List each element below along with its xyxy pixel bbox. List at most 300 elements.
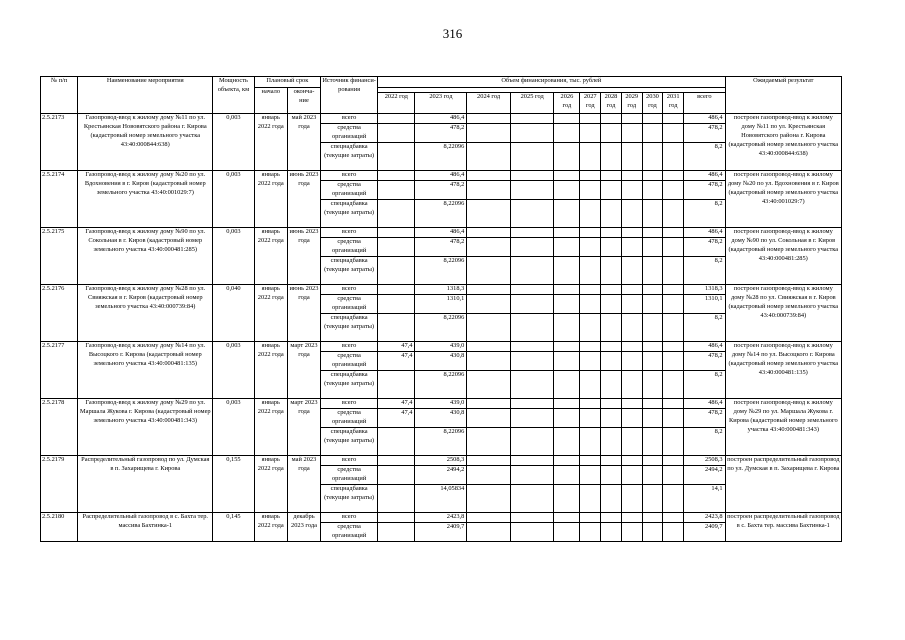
cell-2028 xyxy=(601,428,622,456)
header-start: начало xyxy=(254,88,287,114)
header-year: 2022 год xyxy=(378,93,415,114)
cell-2024 xyxy=(467,124,511,143)
cell-2031 xyxy=(663,466,684,485)
cell-2024 xyxy=(467,143,511,171)
cell-2026 xyxy=(554,409,580,428)
cell-2023: 8,22096 xyxy=(415,371,467,399)
cell-2022 xyxy=(378,485,415,513)
cell-total: 2409,7 xyxy=(684,523,726,542)
cell-2029 xyxy=(621,399,642,409)
table-body xyxy=(41,114,842,542)
cell-2028 xyxy=(601,523,622,542)
row-result: построен газопровод-ввод к жилому дому №14 по ул. Высоцкого г. Кирова (кадастровый номер земельного участка 43:40:000481:135) xyxy=(725,342,841,399)
header-total: всего xyxy=(684,93,726,114)
cell-2026 xyxy=(554,171,580,181)
row-end: декабрь 2023 года xyxy=(287,513,320,542)
cell-2022 xyxy=(378,200,415,228)
table-row xyxy=(41,114,842,124)
cell-2024 xyxy=(467,456,511,466)
cell-2024 xyxy=(467,352,511,371)
cell-2025 xyxy=(510,124,554,143)
header-schedule: Плановый срок xyxy=(254,77,320,88)
cell-2023: 486,4 xyxy=(415,114,467,124)
cell-2029 xyxy=(621,466,642,485)
cell-2026 xyxy=(554,238,580,257)
cell-2026 xyxy=(554,466,580,485)
cell-2026 xyxy=(554,295,580,314)
cell-2025 xyxy=(510,181,554,200)
cell-2030 xyxy=(642,513,663,523)
cell-2029 xyxy=(621,409,642,428)
cell-2028 xyxy=(601,314,622,342)
cell-2022 xyxy=(378,171,415,181)
cell-2024 xyxy=(467,428,511,456)
cell-2029 xyxy=(621,352,642,371)
cell-2022: 47,4 xyxy=(378,409,415,428)
cell-2031 xyxy=(663,257,684,285)
header-year: 2024 год xyxy=(467,93,511,114)
cell-2022 xyxy=(378,295,415,314)
row-source: спецнадбавка (текущие затраты) xyxy=(321,314,378,342)
cell-2025 xyxy=(510,456,554,466)
cell-2025 xyxy=(510,295,554,314)
cell-2029 xyxy=(621,257,642,285)
row-capacity: 0,155 xyxy=(213,456,254,513)
cell-2029 xyxy=(621,238,642,257)
cell-2022 xyxy=(378,428,415,456)
cell-2031 xyxy=(663,456,684,466)
cell-2027 xyxy=(580,352,601,371)
cell-2026 xyxy=(554,314,580,342)
row-source: спецнадбавка (текущие затраты) xyxy=(321,143,378,171)
cell-2025 xyxy=(510,523,554,542)
financing-table-container xyxy=(40,76,842,542)
cell-2022 xyxy=(378,466,415,485)
table-row xyxy=(41,399,842,409)
cell-2028 xyxy=(601,399,622,409)
cell-total: 8,2 xyxy=(684,257,726,285)
cell-2024 xyxy=(467,114,511,124)
header-year: 2029 год xyxy=(621,93,642,114)
cell-2031 xyxy=(663,228,684,238)
row-capacity: 0,003 xyxy=(213,228,254,285)
cell-2029 xyxy=(621,513,642,523)
cell-2030 xyxy=(642,171,663,181)
cell-2024 xyxy=(467,314,511,342)
cell-2028 xyxy=(601,181,622,200)
cell-2030 xyxy=(642,228,663,238)
row-result: построен газопровод-ввод к жилому дому №28 по ул. Свияжская в г. Киров (кадастровый номер земельного участка 43:40:000739:84) xyxy=(725,285,841,342)
cell-2026 xyxy=(554,352,580,371)
cell-2022 xyxy=(378,238,415,257)
cell-2031 xyxy=(663,143,684,171)
table-row xyxy=(41,513,842,523)
cell-2023: 439,0 xyxy=(415,342,467,352)
cell-2030 xyxy=(642,523,663,542)
cell-2023: 430,8 xyxy=(415,352,467,371)
cell-2023: 2423,8 xyxy=(415,513,467,523)
cell-2026 xyxy=(554,200,580,228)
row-end: май 2023 года xyxy=(287,456,320,513)
cell-2024 xyxy=(467,409,511,428)
header-result: Ожидаемый результат xyxy=(725,77,841,114)
cell-2026 xyxy=(554,285,580,295)
table-row xyxy=(41,342,842,352)
cell-2028 xyxy=(601,409,622,428)
cell-2024 xyxy=(467,200,511,228)
row-start: январь 2022 года xyxy=(254,171,287,228)
cell-2024 xyxy=(467,513,511,523)
row-source: всего xyxy=(321,342,378,352)
cell-2030 xyxy=(642,342,663,352)
cell-2024 xyxy=(467,342,511,352)
cell-2023: 8,22096 xyxy=(415,200,467,228)
cell-2027 xyxy=(580,124,601,143)
row-result: построен газопровод-ввод к жилому дому №20 по ул. Вдохновения в г. Киров (кадастровый номер земельного участка 43:40:001029:7) xyxy=(725,171,841,228)
cell-2025 xyxy=(510,466,554,485)
row-source: средства организаций xyxy=(321,124,378,143)
cell-2028 xyxy=(601,228,622,238)
cell-2023: 478,2 xyxy=(415,124,467,143)
row-name: Газопровод-ввод к жилому дому №11 по ул. Крестьянская Нововятского района г. Кирова (кадастровый номер земельного участка 43:40:000844:638) xyxy=(78,114,213,171)
row-source: всего xyxy=(321,114,378,124)
cell-2025 xyxy=(510,409,554,428)
cell-total: 8,2 xyxy=(684,428,726,456)
cell-total: 1310,1 xyxy=(684,295,726,314)
cell-2023: 430,8 xyxy=(415,409,467,428)
cell-2027 xyxy=(580,238,601,257)
cell-2030 xyxy=(642,456,663,466)
row-source: средства организаций xyxy=(321,238,378,257)
cell-2028 xyxy=(601,371,622,399)
cell-2028 xyxy=(601,143,622,171)
cell-2023: 1310,1 xyxy=(415,295,467,314)
cell-2025 xyxy=(510,485,554,513)
cell-total: 486,4 xyxy=(684,114,726,124)
cell-2028 xyxy=(601,513,622,523)
row-end: март 2023 года xyxy=(287,399,320,456)
cell-2029 xyxy=(621,124,642,143)
header-source: Источник финанси-рования xyxy=(321,77,378,114)
row-number: 2.5.2173 xyxy=(41,114,78,171)
cell-2024 xyxy=(467,295,511,314)
cell-total: 2508,3 xyxy=(684,456,726,466)
cell-2026 xyxy=(554,143,580,171)
cell-2024 xyxy=(467,228,511,238)
cell-2028 xyxy=(601,342,622,352)
row-number: 2.5.2175 xyxy=(41,228,78,285)
cell-2027 xyxy=(580,295,601,314)
cell-2027 xyxy=(580,371,601,399)
table-header xyxy=(41,77,842,114)
row-number: 2.5.2179 xyxy=(41,456,78,513)
cell-2022: 47,4 xyxy=(378,352,415,371)
cell-2031 xyxy=(663,200,684,228)
cell-2028 xyxy=(601,352,622,371)
cell-2023: 486,4 xyxy=(415,228,467,238)
cell-2024 xyxy=(467,181,511,200)
cell-2027 xyxy=(580,171,601,181)
table-row xyxy=(41,456,842,466)
cell-2029 xyxy=(621,114,642,124)
cell-2030 xyxy=(642,238,663,257)
cell-2023: 439,0 xyxy=(415,399,467,409)
cell-2031 xyxy=(663,181,684,200)
row-name: Газопровод-ввод к жилому дому №90 по ул. Сокольная в г. Киров (кадастровый номер земельного участка 43:40:000481:285) xyxy=(78,228,213,285)
row-end: март 2023 года xyxy=(287,342,320,399)
cell-2023: 8,22096 xyxy=(415,143,467,171)
header-year: 2030 год xyxy=(642,93,663,114)
cell-2030 xyxy=(642,124,663,143)
cell-2024 xyxy=(467,399,511,409)
cell-2026 xyxy=(554,181,580,200)
cell-2023: 478,2 xyxy=(415,238,467,257)
cell-2027 xyxy=(580,523,601,542)
cell-2029 xyxy=(621,200,642,228)
cell-2023: 2494,2 xyxy=(415,466,467,485)
cell-2028 xyxy=(601,295,622,314)
cell-2027 xyxy=(580,342,601,352)
cell-2023: 486,4 xyxy=(415,171,467,181)
cell-2027 xyxy=(580,485,601,513)
cell-2025 xyxy=(510,314,554,342)
cell-2027 xyxy=(580,428,601,456)
row-start: январь 2022 года xyxy=(254,114,287,171)
cell-2028 xyxy=(601,466,622,485)
cell-2031 xyxy=(663,124,684,143)
row-start: январь 2022 года xyxy=(254,342,287,399)
cell-2022 xyxy=(378,114,415,124)
cell-2022 xyxy=(378,314,415,342)
cell-2028 xyxy=(601,171,622,181)
cell-2026 xyxy=(554,399,580,409)
cell-total: 8,2 xyxy=(684,371,726,399)
row-source: средства организаций xyxy=(321,295,378,314)
cell-2031 xyxy=(663,399,684,409)
row-source: средства организаций xyxy=(321,466,378,485)
cell-2025 xyxy=(510,371,554,399)
cell-2023: 8,22096 xyxy=(415,314,467,342)
cell-2029 xyxy=(621,314,642,342)
cell-2024 xyxy=(467,371,511,399)
table-row xyxy=(41,228,842,238)
cell-total: 486,4 xyxy=(684,228,726,238)
cell-total: 478,2 xyxy=(684,181,726,200)
cell-2030 xyxy=(642,485,663,513)
header-capacity: Мощность объекта, км xyxy=(213,77,254,114)
header-year: 2025 год xyxy=(510,93,554,114)
cell-2023: 2508,3 xyxy=(415,456,467,466)
row-name: Распределительный газопровод в с. Бахта тер. массива Бахтинка-1 xyxy=(78,513,213,542)
cell-2029 xyxy=(621,171,642,181)
cell-2031 xyxy=(663,523,684,542)
cell-2025 xyxy=(510,352,554,371)
cell-2031 xyxy=(663,295,684,314)
cell-2025 xyxy=(510,171,554,181)
table-row xyxy=(41,285,842,295)
cell-2029 xyxy=(621,143,642,171)
row-source: спецнадбавка (текущие затраты) xyxy=(321,257,378,285)
cell-total: 8,2 xyxy=(684,143,726,171)
row-end: июнь 2023 года xyxy=(287,228,320,285)
row-number: 2.5.2178 xyxy=(41,399,78,456)
row-result: построен газопровод-ввод к жилому дому №90 по ул. Сокольная в г. Киров (кадастровый номер земельного участка 43:40:000481:285) xyxy=(725,228,841,285)
cell-2027 xyxy=(580,513,601,523)
row-source: средства организаций xyxy=(321,409,378,428)
cell-2031 xyxy=(663,314,684,342)
header-year: 2031 год xyxy=(663,93,684,114)
cell-2026 xyxy=(554,485,580,513)
cell-2027 xyxy=(580,409,601,428)
cell-2026 xyxy=(554,456,580,466)
cell-2027 xyxy=(580,314,601,342)
cell-2028 xyxy=(601,456,622,466)
row-source: средства организаций xyxy=(321,352,378,371)
row-capacity: 0,040 xyxy=(213,285,254,342)
cell-total: 486,4 xyxy=(684,399,726,409)
row-end: июнь 2023 года xyxy=(287,285,320,342)
cell-2026 xyxy=(554,228,580,238)
table-row xyxy=(41,171,842,181)
cell-2024 xyxy=(467,238,511,257)
row-source: всего xyxy=(321,399,378,409)
cell-total: 478,2 xyxy=(684,238,726,257)
page-number: 316 xyxy=(442,26,463,41)
cell-2025 xyxy=(510,228,554,238)
row-result: построен распределительный газопровод в с. Бахта тер. массива Бахтинка-1 xyxy=(725,513,841,542)
cell-total: 486,4 xyxy=(684,171,726,181)
cell-2022 xyxy=(378,285,415,295)
cell-2029 xyxy=(621,228,642,238)
cell-2030 xyxy=(642,200,663,228)
row-source: средства организаций xyxy=(321,181,378,200)
row-end: июнь 2023 года xyxy=(287,171,320,228)
cell-total: 478,2 xyxy=(684,124,726,143)
cell-2030 xyxy=(642,352,663,371)
cell-2022 xyxy=(378,228,415,238)
cell-2025 xyxy=(510,285,554,295)
cell-2023: 8,22096 xyxy=(415,257,467,285)
row-source: спецнадбавка (текущие затраты) xyxy=(321,485,378,513)
cell-2027 xyxy=(580,399,601,409)
row-capacity: 0,003 xyxy=(213,342,254,399)
cell-2026 xyxy=(554,342,580,352)
cell-2029 xyxy=(621,285,642,295)
cell-2030 xyxy=(642,466,663,485)
cell-2030 xyxy=(642,181,663,200)
header-end: оконча-ние xyxy=(287,88,320,114)
cell-2030 xyxy=(642,409,663,428)
cell-total: 478,2 xyxy=(684,352,726,371)
row-number: 2.5.2176 xyxy=(41,285,78,342)
cell-2027 xyxy=(580,143,601,171)
cell-2029 xyxy=(621,295,642,314)
header-year: 2023 год xyxy=(415,93,467,114)
cell-2022 xyxy=(378,181,415,200)
cell-total: 2494,2 xyxy=(684,466,726,485)
cell-2025 xyxy=(510,257,554,285)
cell-2025 xyxy=(510,342,554,352)
cell-2025 xyxy=(510,143,554,171)
cell-2027 xyxy=(580,285,601,295)
cell-2029 xyxy=(621,428,642,456)
header-num: № п/п xyxy=(41,77,78,114)
cell-total: 1318,3 xyxy=(684,285,726,295)
cell-2026 xyxy=(554,371,580,399)
cell-2030 xyxy=(642,143,663,171)
cell-2030 xyxy=(642,295,663,314)
cell-2022 xyxy=(378,456,415,466)
cell-total: 2423,8 xyxy=(684,513,726,523)
cell-2026 xyxy=(554,257,580,285)
cell-2027 xyxy=(580,200,601,228)
cell-total: 8,2 xyxy=(684,314,726,342)
cell-2025 xyxy=(510,399,554,409)
row-start: январь 2022 года xyxy=(254,513,287,542)
cell-2025 xyxy=(510,238,554,257)
row-name: Газопровод-ввод к жилому дому №29 по ул. Маршала Жукова г. Кирова (кадастровый номер земельного участка 43:40:000481:343) xyxy=(78,399,213,456)
cell-2031 xyxy=(663,513,684,523)
cell-2026 xyxy=(554,114,580,124)
cell-2023: 1318,3 xyxy=(415,285,467,295)
cell-2028 xyxy=(601,114,622,124)
header-year: 2027 год xyxy=(580,93,601,114)
financing-table xyxy=(40,76,842,542)
row-end: май 2023 года xyxy=(287,114,320,171)
row-source: всего xyxy=(321,285,378,295)
row-result: построен газопровод-ввод к жилому дому №29 по ул. Маршала Жукова г. Кирова (кадастровый номер земельного участка 43:40:000481:343) xyxy=(725,399,841,456)
cell-2031 xyxy=(663,485,684,513)
header-year: 2028 год xyxy=(601,93,622,114)
row-start: январь 2022 года xyxy=(254,456,287,513)
cell-2024 xyxy=(467,523,511,542)
cell-2025 xyxy=(510,428,554,456)
row-source: средства организаций xyxy=(321,523,378,542)
cell-2028 xyxy=(601,257,622,285)
cell-2028 xyxy=(601,238,622,257)
cell-2022 xyxy=(378,257,415,285)
cell-2030 xyxy=(642,371,663,399)
cell-2022: 47,4 xyxy=(378,342,415,352)
row-name: Распределительный газопровод по ул. Думская в п. Захарищева г. Кирова xyxy=(78,456,213,513)
row-number: 2.5.2177 xyxy=(41,342,78,399)
cell-total: 8,2 xyxy=(684,200,726,228)
cell-2027 xyxy=(580,257,601,285)
header-year: 2026 год xyxy=(554,93,580,114)
cell-2031 xyxy=(663,285,684,295)
row-start: январь 2022 года xyxy=(254,399,287,456)
cell-2030 xyxy=(642,428,663,456)
cell-2022 xyxy=(378,523,415,542)
row-capacity: 0,003 xyxy=(213,171,254,228)
row-name: Газопровод-ввод к жилому дому №14 по ул. Высоцкого г. Кирова (кадастровый номер земельного участка 43:40:000481:135) xyxy=(78,342,213,399)
cell-2029 xyxy=(621,485,642,513)
row-capacity: 0,145 xyxy=(213,513,254,542)
cell-2028 xyxy=(601,485,622,513)
cell-2022: 47,4 xyxy=(378,399,415,409)
cell-2028 xyxy=(601,124,622,143)
row-source: всего xyxy=(321,228,378,238)
cell-2024 xyxy=(467,257,511,285)
cell-2024 xyxy=(467,485,511,513)
cell-2029 xyxy=(621,342,642,352)
cell-2031 xyxy=(663,428,684,456)
row-source: всего xyxy=(321,513,378,523)
cell-2031 xyxy=(663,342,684,352)
cell-2022 xyxy=(378,371,415,399)
cell-2025 xyxy=(510,114,554,124)
cell-2026 xyxy=(554,428,580,456)
